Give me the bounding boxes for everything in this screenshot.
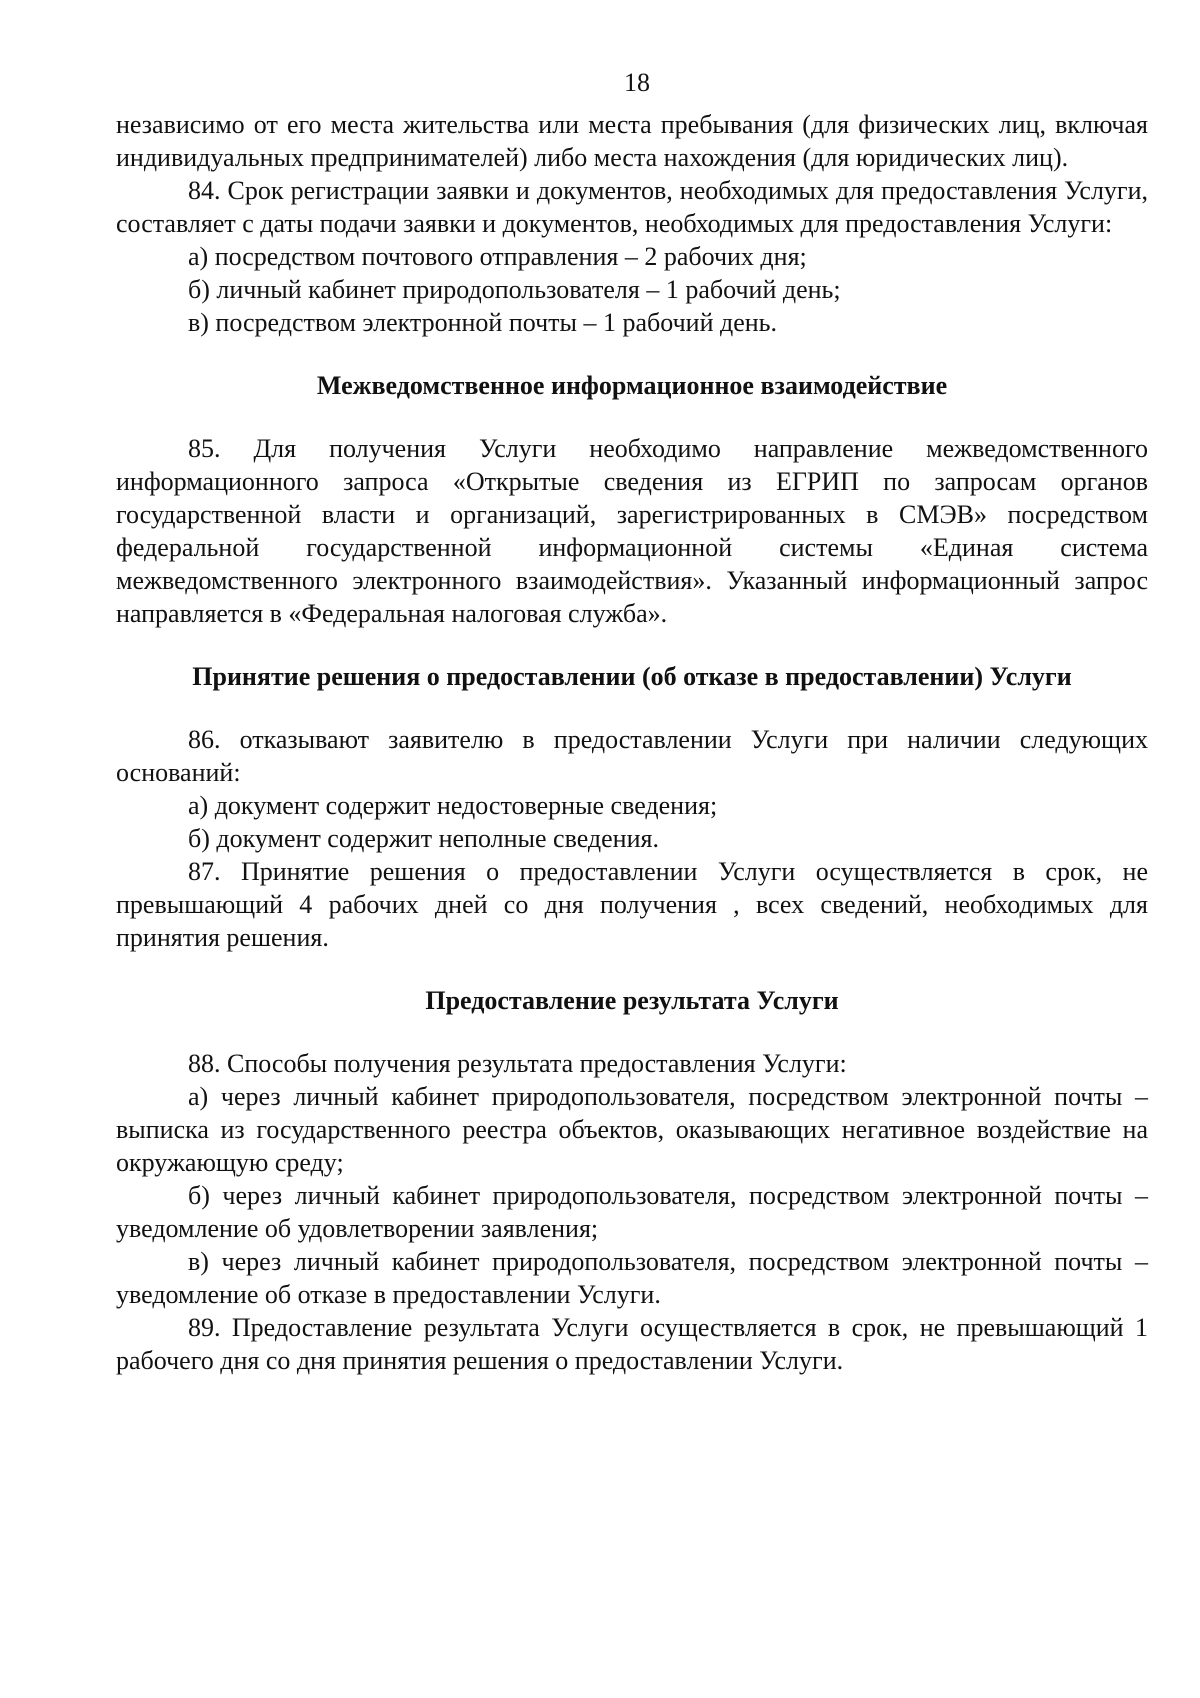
paragraph-87: 87. Принятие решения о предоставлении Услуги осуществляется в срок, не превышающий 4 рабочих дней со дня получения , всех сведений, необходимых для принятия решения. (116, 857, 1148, 952)
paragraph-88-a: а) через личный кабинет природопользователя, посредством электронной почты – выписка из государственного реестра объектов, оказывающих негативное воздействие на окружающую среду; (116, 1082, 1148, 1177)
paragraph-88-c: в) через личный кабинет природопользователя, посредством электронной почты – уведомление об отказе в предоставлении Услуги. (116, 1247, 1148, 1309)
paragraph-89: 89. Предоставление результата Услуги осуществляется в срок, не превышающий 1 рабочего дня со дня принятия решения о предоставлении Услуги. (116, 1313, 1148, 1375)
paragraph-84-a: а) посредством почтового отправления – 2 рабочих дня; (188, 242, 807, 271)
page-number: 18 (624, 68, 650, 97)
section-heading-result: Предоставление результата Услуги (425, 986, 839, 1015)
paragraph-86: 86. отказывают заявителю в предоставлении Услуги при наличии следующих оснований: (116, 725, 1148, 787)
paragraph-continuation: независимо от его места жительства или места пребывания (для физических лиц, включая индивидуальных предпринимателей) либо места нахождения (для юридических лиц). (116, 110, 1148, 172)
paragraph-85: 85. Для получения Услуги необходимо направление межведомственного информационного запроса «Открытые сведения из ЕГРИП по запросам органов государственной власти и организаций, зарегистрированных в СМЭВ» посредством федеральной государственной информационной системы «Единая система межведомственного электронного взаимодействия». Указанный информационный запрос направляется в «Федеральная налоговая служба». (116, 434, 1148, 628)
section-heading-decision: Принятие решения о предоставлении (об отказе в предоставлении) Услуги (192, 662, 1072, 691)
paragraph-88: 88. Способы получения результата предоставления Услуги: (188, 1049, 847, 1078)
paragraph-84: 84. Срок регистрации заявки и документов, необходимых для предоставления Услуги, составляет с даты подачи заявки и документов, необходимых для предоставления Услуги: (116, 176, 1148, 238)
paragraph-86-a: а) документ содержит недостоверные сведения; (188, 791, 718, 820)
paragraph-88-b: б) через личный кабинет природопользователя, посредством электронной почты – уведомление об удовлетворении заявления; (116, 1181, 1148, 1243)
section-heading-interagency: Межведомственное информационное взаимодействие (316, 371, 948, 400)
paragraph-86-b: б) документ содержит неполные сведения. (188, 824, 659, 853)
paragraph-84-c: в) посредством электронной почты – 1 рабочий день. (188, 308, 778, 337)
document-page (116, 66, 1148, 1377)
paragraph-84-b: б) личный кабинет природопользователя – 1 рабочий день; (188, 275, 841, 304)
